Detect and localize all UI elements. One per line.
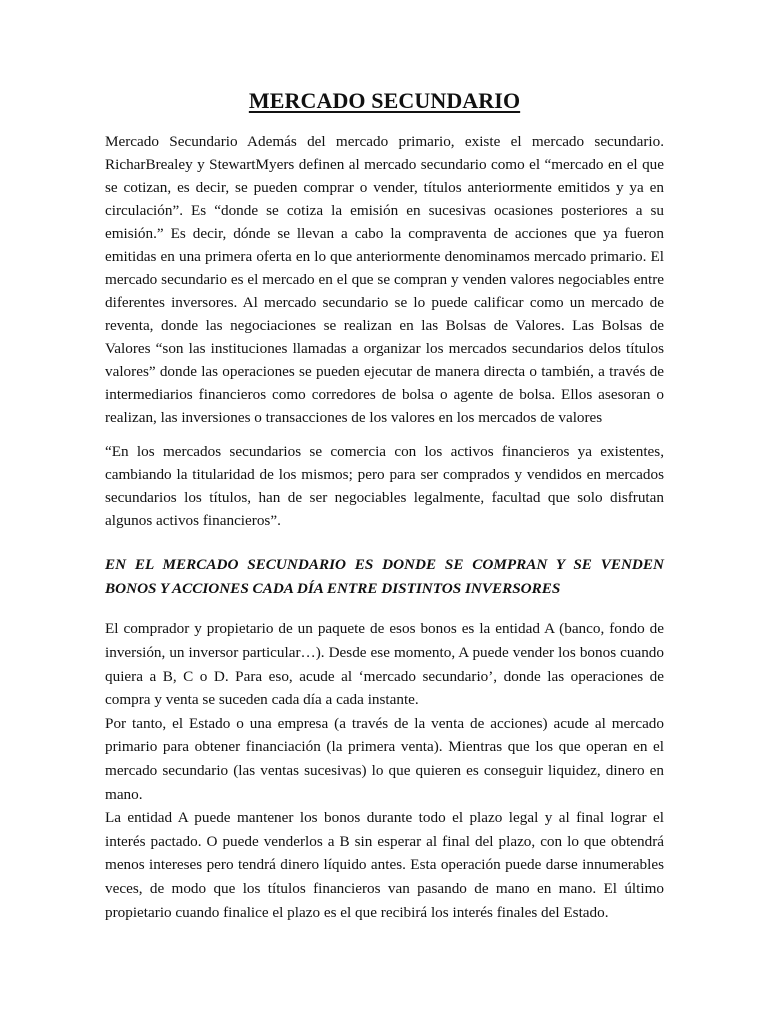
document-title: MERCADO SECUNDARIO bbox=[248, 88, 521, 113]
paragraph-state: Por tanto, el Estado o una empresa (a través de la venta de acciones) acude al mercado primario para obtener financiación (la primera venta). Mientras que los que operan en el mercado secundario (las ventas sucesivas) lo que quieren es conseguir liquidez, dinero en mano. bbox=[105, 714, 664, 803]
section-heading: EN EL MERCADO SECUNDARIO ES DONDE SE COMPRAN Y SE VENDEN BONOS Y ACCIONES CADA DÍA ENTRE DISTINTOS INVERSORES bbox=[105, 556, 664, 598]
paragraph-quote: “En los mercados secundarios se comercia con los activos financieros ya existentes, cambiando la titularidad de los mismos; pero para ser comprados y vendidos en mercados secundarios los títulos, han de ser negociables legalmente, facultad que solo disfrutan algunos activos financieros”. bbox=[105, 443, 664, 530]
paragraph-entity: La entidad A puede mantener los bonos durante todo el plazo legal y al final lograr el interés pactado. O puede venderlos a B sin esperar al final del plazo, con lo que obtendrá menos intereses pero tendrá dinero líquido antes. Esta operación puede darse innumerables veces, de modo que los títulos financieros van pasando de mano en mano. El último propietario cuando finalice el plazo es el que recibirá los interés finales del Estado. bbox=[105, 809, 664, 921]
paragraph-buyer: El comprador y propietario de un paquete de esos bonos es la entidad A (banco, fondo de inversión, un inversor particular…). Desde ese momento, A puede vender los bonos cuando quiera a B, C o D. Para eso, acude al ‘mercado secundario’, donde las operaciones de compra y venta se suceden cada día a cada instante. bbox=[105, 620, 664, 709]
paragraph-intro: Mercado Secundario Además del mercado primario, existe el mercado secundario. RicharBrealey y StewartMyers definen al mercado secundario como el “mercado en el que se cotizan, es decir, se pueden comprar o vender, títulos anteriormente emitidos y ya en circulación”. Es “donde se cotiza la emisión en sucesivas ocasiones posteriores a su emisión.” Es decir, dónde se llevan a cabo la compraventa de acciones que ya fueron emitidas en una primera oferta en lo que anteriormente denominamos mercado primario. El mercado secundario es el mercado en el que se compran y venden valores negociables entre diferentes inversores. Al mercado secundario se lo puede calificar como un mercado de reventa, donde las negociaciones se realizan en las Bolsas de Valores. Las Bolsas de Valores “son las instituciones llamadas a organizar los mercados secundarios delos títulos valores” donde las operaciones se pueden ejecutar de manera directa o también, a través de intermediarios financieros como corredores de bolsa o agente de bolsa. Ellos asesoran o realizan, las inversiones o transacciones de los valores en los mercados de valores bbox=[105, 133, 664, 427]
